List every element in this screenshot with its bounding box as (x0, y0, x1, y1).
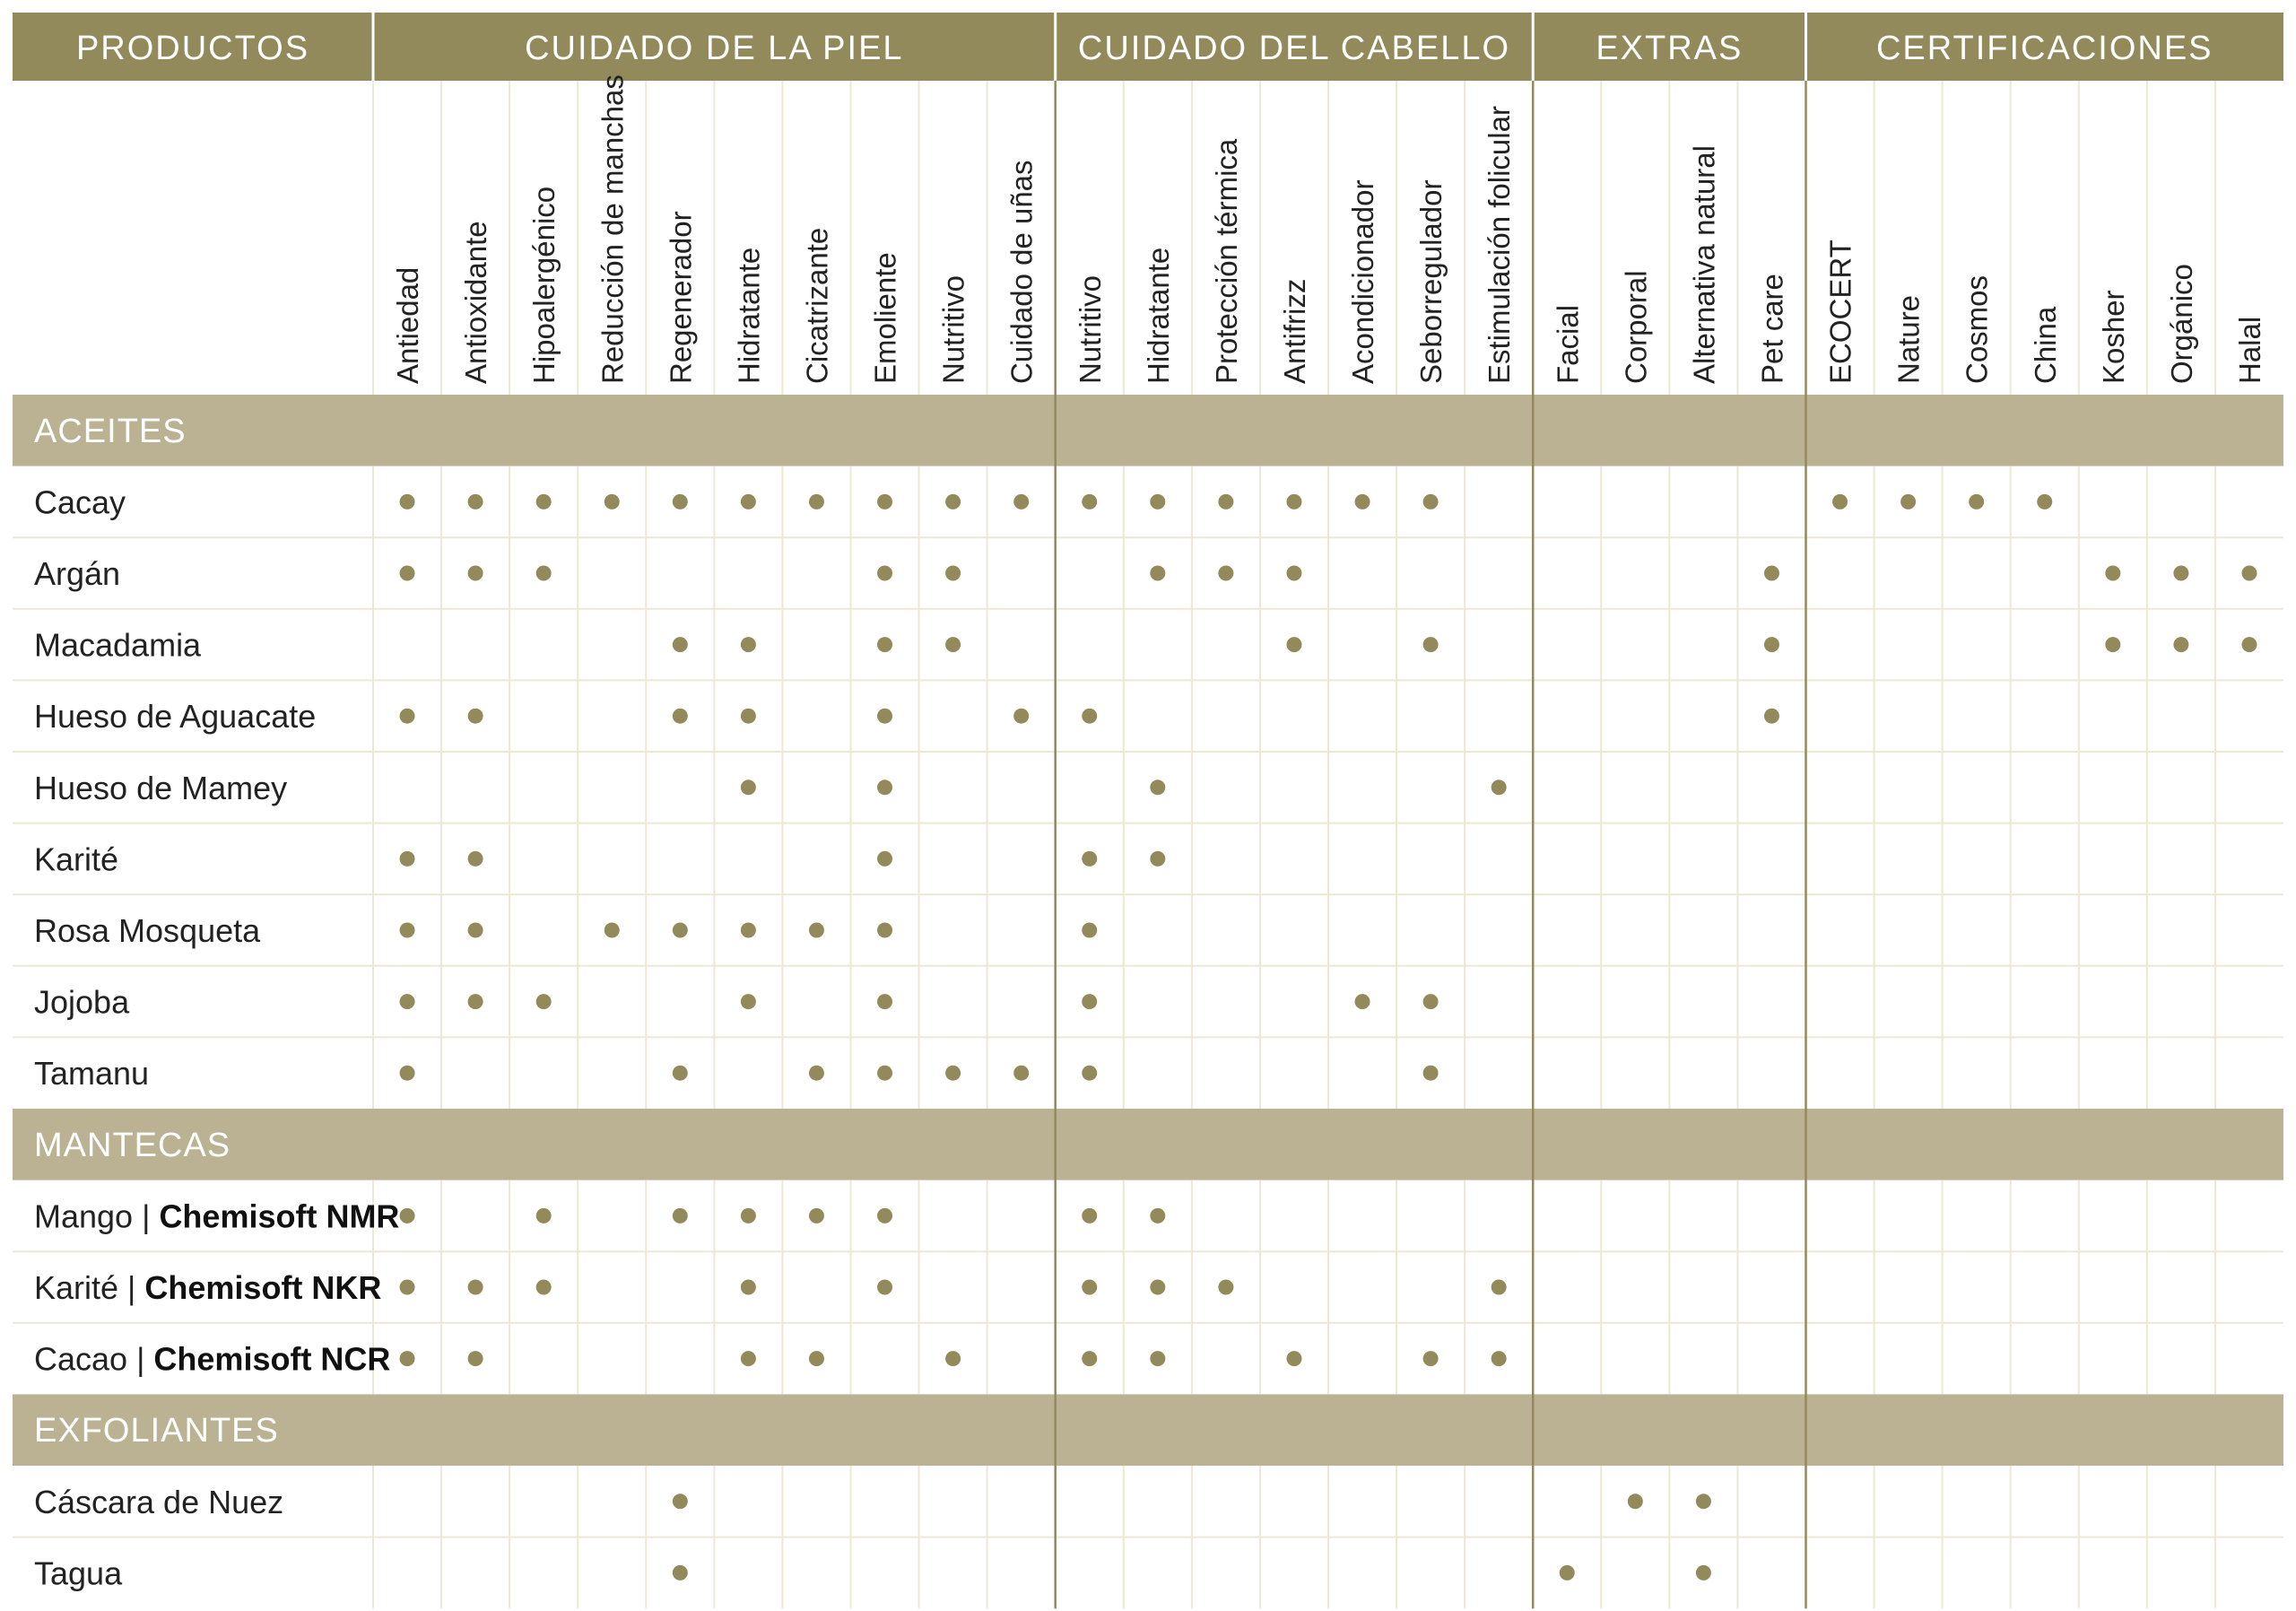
product-name (34, 770, 287, 806)
benefit-dot (1013, 1066, 1029, 1081)
benefit-dot (1832, 494, 1848, 509)
benefit-dot (673, 494, 688, 509)
benefit-dot (1082, 1280, 1097, 1295)
benefit-dot (468, 994, 483, 1009)
benefit-dot (809, 923, 824, 938)
benefit-dot (877, 637, 892, 652)
benefit-dot (1218, 566, 1233, 581)
benefit-dot (468, 923, 483, 938)
benefit-dot (1082, 709, 1097, 724)
benefit-dot (1628, 1493, 1643, 1509)
product-name-text: Tamanu (34, 1055, 150, 1093)
benefit-dot (809, 494, 824, 509)
column-label: Antiedad (391, 266, 425, 384)
benefit-dot (1764, 637, 1779, 652)
benefit-dot (400, 851, 415, 866)
product-name (34, 1269, 381, 1306)
benefit-dot (1286, 637, 1301, 652)
benefit-dot (877, 994, 892, 1009)
product-name-text: Jojoba (34, 983, 130, 1021)
product-brand: Chemisoft NMR (159, 1197, 400, 1235)
product-name-text: Argán (34, 555, 121, 592)
column-label: Acondicionador (1346, 179, 1380, 384)
benefit-dot (673, 1208, 688, 1223)
benefit-dot (2173, 637, 2188, 652)
benefit-dot (877, 1066, 892, 1081)
benefit-dot (809, 1351, 824, 1366)
column-label: Pet care (1755, 274, 1789, 384)
product-name (34, 698, 316, 735)
benefit-dot (1696, 1493, 1711, 1509)
benefit-dot (741, 923, 756, 938)
benefit-dot (877, 1208, 892, 1223)
benefit-dot (604, 494, 620, 509)
benefit-dot (741, 1351, 756, 1366)
benefit-dot (673, 637, 688, 652)
benefit-dot (1150, 851, 1165, 866)
products-header: PRODUCTOS (75, 30, 310, 67)
section-band (13, 1394, 2283, 1466)
product-name-text: Cacao | (34, 1340, 154, 1378)
column-label: Nutritivo (1073, 274, 1107, 384)
benefit-dot (1764, 709, 1779, 724)
benefit-dot (741, 494, 756, 509)
benefit-dot (809, 1208, 824, 1223)
benefit-dot (1423, 1351, 1439, 1366)
benefit-dot (1150, 566, 1165, 581)
column-label: Regenerador (664, 211, 698, 384)
benefit-dot (1423, 994, 1439, 1009)
benefit-dot (945, 1351, 961, 1366)
benefit-dot (1013, 494, 1029, 509)
benefit-dot (536, 1280, 552, 1295)
benefit-dot (1355, 994, 1370, 1009)
benefit-dot (468, 566, 483, 581)
benefit-dot (1082, 494, 1097, 509)
benefit-dot (468, 709, 483, 724)
benefit-dot (400, 1351, 415, 1366)
benefit-dot (741, 779, 756, 795)
benefit-dot (741, 1208, 756, 1223)
section-title: EXFOLIANTES (34, 1412, 279, 1450)
column-label: China (2028, 306, 2062, 384)
benefit-dot (945, 637, 961, 652)
benefit-dot (1286, 1351, 1301, 1366)
benefit-dot (2105, 566, 2120, 581)
column-label: Nutritivo (936, 274, 970, 384)
product-name-text: Hueso de Aguacate (34, 698, 317, 736)
product-name-text: Cacay (34, 483, 126, 521)
benefit-dot (1286, 494, 1301, 509)
product-name-text: Hueso de Mamey (34, 769, 288, 806)
product-name-text: Cáscara de Nuez (34, 1483, 284, 1520)
benefit-dot (2241, 637, 2257, 652)
group-header: CERTIFICACIONES (1875, 30, 2213, 67)
benefit-dot (741, 994, 756, 1009)
column-label: Seborregulador (1414, 179, 1448, 384)
benefit-dot (400, 709, 415, 724)
benefit-dot (1764, 566, 1779, 581)
benefit-dot (673, 923, 688, 938)
product-name (34, 1341, 390, 1378)
column-label: Corporal (1619, 270, 1653, 384)
section-band (13, 395, 2283, 466)
product-name (34, 984, 130, 1021)
benefit-dot (673, 1493, 688, 1509)
product-name (34, 1055, 149, 1092)
benefit-dot (1082, 1351, 1097, 1366)
benefit-dot (400, 494, 415, 509)
column-label: ECOCERT (1823, 239, 1857, 384)
column-label: Alternativa natural (1687, 145, 1721, 384)
benefit-dot (1082, 1208, 1097, 1223)
benefit-dot (1150, 779, 1165, 795)
benefit-dot (1082, 851, 1097, 866)
benefit-dot (741, 1280, 756, 1295)
benefit-dot (1423, 637, 1439, 652)
benefit-dot (1423, 1066, 1439, 1081)
benefit-dot (1218, 494, 1233, 509)
column-label: Hidratante (1141, 247, 1175, 384)
benefit-dot (468, 1351, 483, 1366)
column-label: Cuidado de uñas (1004, 160, 1039, 384)
benefit-dot (1082, 923, 1097, 938)
benefit-dot (468, 851, 483, 866)
benefit-dot (1492, 779, 1507, 795)
column-label: Cicatrizante (800, 227, 834, 384)
benefit-dot (1560, 1565, 1575, 1581)
benefit-dot (877, 566, 892, 581)
benefit-dot (673, 709, 688, 724)
benefit-dot (1696, 1565, 1711, 1581)
product-name-text: Tagua (34, 1554, 123, 1592)
benefit-dot (400, 1280, 415, 1295)
benefit-dot (400, 994, 415, 1009)
product-name-text: Macadamia (34, 626, 202, 664)
benefit-dot (1969, 494, 1984, 509)
benefit-dot (1150, 1351, 1165, 1366)
benefit-dot (536, 566, 552, 581)
group-header: EXTRAS (1596, 30, 1744, 67)
section-band (13, 1109, 2283, 1180)
benefit-dot (536, 994, 552, 1009)
benefit-dot (1355, 494, 1370, 509)
benefit-dot (1150, 1280, 1165, 1295)
benefit-dot (673, 1066, 688, 1081)
benefit-dot (400, 923, 415, 938)
column-label: Estimulación folicular (1483, 106, 1517, 384)
product-name (34, 1484, 283, 1520)
column-label: Emoliente (868, 252, 902, 384)
benefit-dot (1492, 1280, 1507, 1295)
group-header: CUIDADO DEL CABELLO (1077, 30, 1511, 67)
column-label: Hipoalergénico (527, 186, 561, 384)
column-label: Halal (2232, 316, 2266, 384)
column-label: Protección térmica (1209, 138, 1243, 384)
benefit-dot (741, 637, 756, 652)
benefit-dot (673, 1565, 688, 1581)
product-name-text: Karité (34, 840, 119, 878)
product-name (34, 1554, 123, 1591)
benefit-dot (1900, 494, 1916, 509)
benefit-dot (877, 779, 892, 795)
benefit-dot (2105, 637, 2120, 652)
benefit-dot (468, 1280, 483, 1295)
group-header: CUIDADO DE LA PIEL (525, 30, 904, 67)
benefit-dot (877, 923, 892, 938)
benefit-dot (1286, 566, 1301, 581)
benefit-dot (1423, 494, 1439, 509)
column-label: Nature (1892, 294, 1926, 384)
product-name (34, 483, 126, 520)
benefit-dot (2241, 566, 2257, 581)
benefit-dot (536, 1208, 552, 1223)
benefit-dot (604, 923, 620, 938)
benefit-dot (877, 1280, 892, 1295)
benefit-dot (400, 566, 415, 581)
benefit-dot (468, 494, 483, 509)
benefit-dot (2037, 494, 2052, 509)
column-label: Cosmos (1960, 274, 1994, 384)
product-name-text: Karité | (34, 1269, 145, 1306)
column-label: Facial (1551, 304, 1585, 384)
column-label: Reducción de manchas (596, 74, 630, 384)
column-label: Orgánico (2164, 264, 2198, 384)
benefit-dot (741, 709, 756, 724)
product-name (34, 912, 261, 949)
benefit-dot (1150, 494, 1165, 509)
column-label: Kosher (2096, 290, 2130, 384)
benefit-dot (809, 1066, 824, 1081)
product-name (34, 627, 202, 664)
section-title: MANTECAS (34, 1126, 231, 1164)
product-brand: Chemisoft NCR (153, 1340, 391, 1378)
benefit-dot (877, 709, 892, 724)
benefit-dot (536, 494, 552, 509)
benefit-dot (400, 1208, 415, 1223)
product-name-text: Rosa Mosqueta (34, 912, 261, 949)
benefit-dot (1492, 1351, 1507, 1366)
benefit-dot (1150, 1208, 1165, 1223)
section-title: ACEITES (34, 412, 187, 450)
benefit-dot (1218, 1280, 1233, 1295)
benefit-dot (1013, 709, 1029, 724)
benefit-dot (945, 566, 961, 581)
benefit-dot (945, 494, 961, 509)
product-name (34, 555, 120, 592)
product-brand: Chemisoft NKR (144, 1269, 382, 1306)
column-label: Hidratante (732, 247, 766, 384)
benefit-dot (2173, 566, 2188, 581)
product-name (34, 1197, 399, 1234)
benefit-dot (877, 494, 892, 509)
column-label: Antifrizz (1277, 278, 1311, 384)
benefit-dot (1082, 1066, 1097, 1081)
product-name-text: Mango | (34, 1197, 160, 1235)
benefit-dot (877, 851, 892, 866)
column-label: Antioxidante (459, 221, 493, 384)
product-name (34, 840, 118, 877)
benefit-dot (400, 1066, 415, 1081)
benefit-dot (945, 1066, 961, 1081)
benefit-dot (1082, 994, 1097, 1009)
